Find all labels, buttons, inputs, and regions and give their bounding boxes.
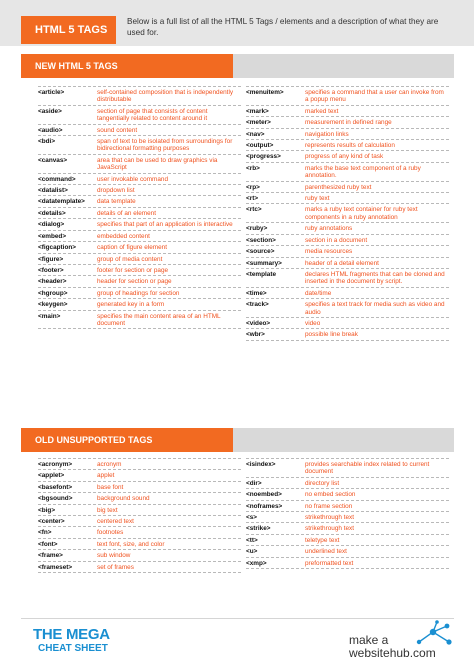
tag-row: [246, 163, 449, 182]
tag-row: [38, 276, 241, 287]
tag-row: [246, 523, 449, 534]
tag-row: [246, 535, 449, 546]
tag-description: section in a document: [305, 236, 368, 244]
tag-name: <hgroup>: [38, 289, 68, 297]
tag-description: background sound: [97, 495, 150, 503]
tag-name: <command>: [38, 175, 76, 183]
tag-description: acronym: [97, 461, 122, 468]
tag-description: possible line break: [305, 331, 358, 339]
tag-description: preformatted text: [305, 559, 354, 567]
tag-row: [38, 254, 241, 265]
tag-row: [246, 546, 449, 557]
tag-row: [38, 539, 241, 550]
tag-name: <video>: [246, 319, 271, 327]
tag-row: [38, 562, 241, 573]
tag-row: [38, 174, 241, 185]
tag-row: [246, 459, 449, 478]
tag-name: <bdi>: [38, 138, 56, 146]
tag-description: date/time: [305, 289, 332, 297]
tag-row: [246, 318, 449, 329]
footer-divider: [21, 618, 454, 619]
tag-description: specifies that part of an application is interactive: [97, 221, 233, 229]
tag-name: <datalist>: [38, 187, 68, 195]
tag-row: [246, 204, 449, 223]
tag-name: <embed>: [38, 232, 67, 240]
tag-row: [38, 311, 241, 330]
tag-description: embedded content: [97, 232, 150, 240]
tag-name: <big>: [38, 506, 56, 514]
tag-row: [246, 512, 449, 523]
tag-name: <source>: [246, 248, 275, 256]
tag-description: marks a ruby text container for ruby text components in a ruby annotation: [305, 206, 418, 221]
tag-row: [38, 550, 241, 561]
section-banner-new: [21, 54, 454, 78]
tag-row: [246, 193, 449, 204]
tag-description: progress of any kind of task: [305, 153, 384, 161]
tag-name: <font>: [38, 540, 58, 548]
tag-name: <xmp>: [246, 559, 267, 567]
tag-name: <details>: [38, 209, 66, 217]
tag-description: represents results of calculation: [305, 142, 395, 150]
tag-description: marked text: [305, 107, 339, 115]
tag-name: <nav>: [246, 130, 265, 138]
tag-row: [38, 185, 241, 196]
tag-name: <tt>: [246, 536, 258, 544]
tag-name: <fn>: [38, 529, 52, 537]
tag-description: directory list: [305, 479, 340, 487]
tag-description: marks the base text component of a ruby annotation.: [305, 164, 421, 180]
tag-row: [246, 329, 449, 340]
tag-row: [38, 470, 241, 481]
tag-name: <track>: [246, 301, 269, 309]
tag-name: <audio>: [38, 126, 63, 134]
tag-row: [246, 269, 449, 288]
tag-row: [246, 288, 449, 299]
tag-description: applet: [97, 472, 115, 480]
tag-name: <template: [246, 270, 277, 278]
tag-name: <center>: [38, 518, 65, 526]
tag-name: <canvas>: [38, 156, 68, 164]
tag-name: <wbr>: [246, 331, 265, 339]
tag-description: section of page that consists of content tangentially related to content around it: [97, 107, 208, 123]
tag-description: group of headings for section: [97, 289, 180, 297]
tag-row: [38, 136, 241, 155]
new-tags-right-column: [246, 86, 449, 341]
tag-description: parenthesized ruby text: [305, 183, 372, 191]
tag-name: <section>: [246, 236, 276, 244]
tag-description: header for section or page: [97, 278, 172, 286]
tag-name: <keygen>: [38, 301, 68, 309]
tag-description: header of a detail element: [305, 259, 379, 267]
tag-description: span of text to be isolated from surroundings for bidirectional formatting purposes: [97, 138, 233, 153]
tag-description: sub window: [97, 552, 131, 560]
tag-name: <isindex>: [246, 461, 276, 468]
tag-description: caption of figure element: [97, 244, 167, 252]
tag-description: media resources: [305, 248, 353, 256]
tag-row: [38, 219, 241, 230]
tag-row: [38, 242, 241, 253]
tag-row: [38, 493, 241, 504]
tag-row: [246, 501, 449, 512]
tag-name: <s>: [246, 514, 258, 522]
tag-description: group of media content: [97, 255, 163, 263]
footer-subtitle: CHEAT SHEET: [38, 643, 108, 654]
tag-description: specifies a command that a user can invoke from a popup menu: [305, 89, 444, 104]
tag-name: <time>: [246, 289, 267, 297]
tag-name: <figcaption>: [38, 244, 76, 252]
tag-row: [38, 299, 241, 310]
tag-name: <rp>: [246, 183, 260, 191]
tag-name: <basefont>: [38, 483, 73, 491]
tag-name: <noframes>: [246, 502, 283, 510]
old-tags-right-column: [246, 458, 449, 569]
tag-description: ruby text: [305, 195, 330, 203]
tag-description: navigation links: [305, 130, 349, 138]
tag-row: [38, 87, 241, 106]
tag-description: underlined text: [305, 548, 347, 556]
tag-row: [246, 129, 449, 140]
tag-row: [38, 125, 241, 136]
tag-description: area that can be used to draw graphics via JavaScript: [97, 156, 218, 172]
tag-name: <header>: [38, 278, 67, 286]
tag-name: <dir>: [246, 479, 262, 487]
tag-description: dropdown list: [97, 187, 135, 195]
tag-description: strikethrough text: [305, 525, 355, 533]
tag-name: <frameset>: [38, 563, 73, 571]
tag-description: generated key in a form: [97, 301, 165, 309]
tag-description: user invokable command: [97, 175, 169, 183]
section-title-new: NEW HTML 5 TAGS: [21, 54, 233, 78]
tag-description: centered text: [97, 518, 134, 526]
new-tags-left-column: [38, 86, 241, 329]
tag-row: [38, 208, 241, 219]
tag-description: no frame section: [305, 502, 353, 510]
tag-row: [38, 482, 241, 493]
tag-name: <dialog>: [38, 221, 65, 229]
tag-name: <rb>: [246, 164, 260, 172]
tag-name: <figure>: [38, 255, 64, 263]
tag-row: [38, 155, 241, 174]
tag-description: specifies a text track for media such as video and audio: [305, 301, 445, 316]
tag-description: sound content: [97, 126, 138, 134]
section-title-old: OLD UNSUPPORTED TAGS: [21, 428, 233, 452]
tag-description: set of frames: [97, 563, 134, 571]
tag-row: [38, 196, 241, 207]
tag-description: footnotes: [97, 529, 124, 537]
tag-row: [246, 299, 449, 318]
tag-name: <mark>: [246, 107, 269, 115]
logo-line2: websitehub.com: [349, 646, 436, 660]
tag-description: big text: [97, 506, 118, 514]
tag-row: [38, 505, 241, 516]
tag-description: specifies the main content area of an HTML document: [97, 312, 221, 327]
tag-name: <summary>: [246, 259, 282, 267]
tag-name: <noembed>: [246, 491, 282, 499]
tag-row: [246, 87, 449, 106]
tag-description: data template: [97, 198, 136, 206]
tag-row: [246, 235, 449, 246]
tag-row: [246, 246, 449, 257]
tag-name: <main>: [38, 312, 61, 320]
tag-name: <output>: [246, 142, 274, 150]
tag-name: <ruby>: [246, 225, 268, 233]
tag-name: <article>: [38, 89, 65, 96]
tag-row: [246, 182, 449, 193]
tag-description: details of an element: [97, 209, 156, 217]
tag-name: <rt>: [246, 195, 259, 203]
tag-description: teletype text: [305, 536, 340, 544]
tag-description: provides searchable index related to current document: [305, 461, 430, 476]
tag-row: [38, 516, 241, 527]
tag-name: <u>: [246, 548, 258, 556]
tag-name: <progress>: [246, 153, 281, 161]
tag-row: [38, 459, 241, 470]
tag-name: <frame>: [38, 552, 63, 560]
tag-row: [246, 117, 449, 128]
tag-row: [246, 558, 449, 569]
tag-name: <datatemplate>: [38, 198, 85, 206]
section-banner-old: [21, 428, 454, 452]
tag-description: no embed section: [305, 491, 356, 499]
old-tags-left-column: [38, 458, 241, 573]
tag-row: [38, 527, 241, 538]
tag-description: strikethrough text: [305, 514, 355, 522]
tag-row: [38, 106, 241, 125]
tag-row: [246, 478, 449, 489]
tag-description: text font, size, and color: [97, 540, 165, 548]
tag-row: [38, 288, 241, 299]
footer-title: THE MEGA: [33, 626, 110, 643]
tag-description: measurement in defined range: [305, 119, 392, 127]
page-title: HTML 5 TAGS: [21, 16, 116, 44]
tag-description: declares HTML fragments that can be cloned and inserted in the document by script.: [305, 270, 445, 286]
tag-row: [246, 489, 449, 500]
tag-description: base font: [97, 483, 124, 491]
tag-description: self-contained composition that is independently distributable: [97, 89, 234, 104]
tag-name: <meter>: [246, 119, 271, 127]
tag-row: [246, 151, 449, 162]
tag-name: <acronym>: [38, 461, 73, 468]
logo-line1: make a: [349, 633, 389, 647]
tag-description: video: [305, 319, 321, 327]
tag-name: <footer>: [38, 266, 64, 274]
tag-name: <rtc>: [246, 206, 262, 214]
tag-row: [246, 258, 449, 269]
tag-row: [38, 265, 241, 276]
website-logo: [349, 620, 459, 662]
tag-name: <aside>: [38, 107, 62, 115]
tag-name: <menuitem>: [246, 89, 284, 96]
tag-row: [246, 223, 449, 234]
tag-name: <bgsound>: [38, 495, 73, 503]
intro-text: Below is a full list of all the HTML 5 Tags / elements and a description of what they are used for.: [127, 17, 439, 37]
tag-row: [246, 106, 449, 117]
tag-name: <strike>: [246, 525, 271, 533]
tag-description: ruby annotations: [305, 225, 353, 233]
tag-name: <applet>: [38, 472, 65, 480]
tag-row: [38, 231, 241, 242]
tag-row: [246, 140, 449, 151]
tag-description: footer for section or page: [97, 266, 169, 274]
